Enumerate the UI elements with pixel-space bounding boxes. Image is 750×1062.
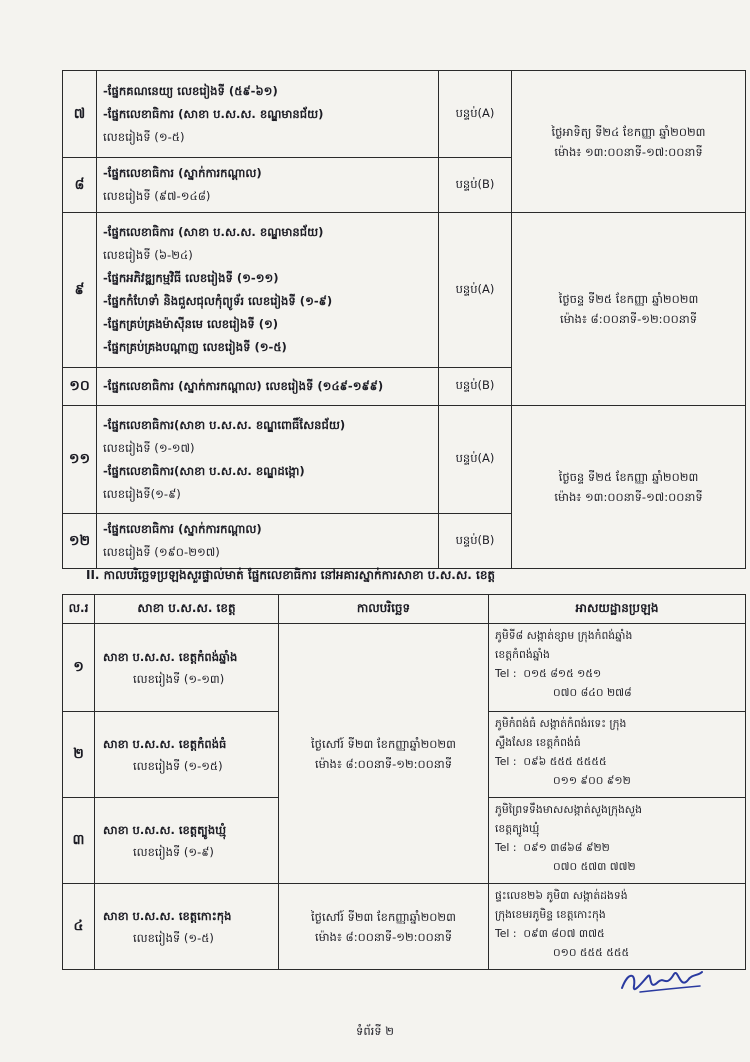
table-row — [63, 71, 746, 158]
date-cell — [512, 71, 746, 213]
phone-line — [495, 752, 739, 771]
date-day: ថ្ងៃចន្ទ ទី២៥ ខែកញ្ញា ឆ្នាំ២០២៣ — [558, 470, 699, 484]
column-header: អាសយដ្ឋានប្រឡង — [489, 595, 746, 624]
table-row — [63, 406, 746, 514]
address-line: ភូមិកំពង់ធំ សង្កាត់កំពង់រទេះ ក្រុង — [495, 717, 627, 730]
desc-line: លេខរៀងទី (១-៥) — [103, 129, 185, 144]
room-cell: បន្ទប់(A) — [439, 213, 512, 368]
row-number: ៣ — [63, 798, 95, 884]
room-cell: បន្ទប់(B) — [439, 368, 512, 406]
desc-line: -ផ្នែកលេខាធិការ (ស្នាក់ការកណ្តាល) — [103, 166, 262, 180]
branch-name: សាខា ប.ស.ស. ខេត្តកោះកុង — [103, 908, 232, 923]
row-number: ១១ — [63, 406, 97, 514]
address-cell — [489, 624, 746, 712]
address-line: ក្រុងខេមរភូមិន្ទ ខេត្តកោះកុង — [495, 908, 606, 921]
row-number: ៨ — [63, 158, 97, 213]
date-cell — [512, 406, 746, 569]
phone-number: ០៧០ ៥៧៣ ៧៧២ — [553, 860, 636, 873]
desc-line: -ផ្នែកលេខាធិការ(សាខា ប.ស.ស. ខណ្ឌពោធិ៍សែនជ័យ) — [103, 417, 346, 432]
page-number: ទំព័រទី ២ — [356, 1024, 394, 1038]
row-number: ៩ — [63, 213, 97, 368]
tel-label: Tel : — [495, 755, 517, 768]
branch-cell — [95, 798, 279, 884]
date-day: ថ្ងៃសៅរ៍ ទី២៣ ខែកញ្ញាឆ្នាំ២០២៣ — [311, 909, 456, 924]
desc-line: -ផ្នែកគ្រប់គ្រងបណ្តាញ លេខរៀងទី (១-៥) — [103, 340, 287, 354]
tel-label: Tel : — [495, 841, 517, 854]
row-number: ១០ — [63, 368, 97, 406]
phone-line — [495, 838, 739, 857]
row-description — [97, 514, 439, 569]
column-header: ល.រ — [63, 595, 95, 624]
section-2-title: II. កាលបរិច្ឆេទប្រឡងសួរផ្ទាល់មាត់ ផ្នែកលេខាធិការ នៅអគារស្នាក់ការសាខា ប.ស.ស. ខេត្ត — [86, 568, 496, 582]
table-row — [63, 213, 746, 368]
desc-line: លេខរៀងទី (១៩០-២១៧) — [103, 545, 220, 559]
signature — [618, 962, 706, 1002]
phone-number: ០១០ ៥៥៥ ៥៥៥ — [553, 946, 630, 959]
schedule-table-1 — [62, 70, 746, 569]
branch-cell — [95, 624, 279, 712]
desc-line: -ផ្នែកលេខាធិការ(សាខា ប.ស.ស. ខណ្ឌដង្កោ) — [103, 463, 305, 478]
date-cell — [279, 624, 489, 884]
room-cell: បន្ទប់(B) — [439, 514, 512, 569]
row-number: ១២ — [63, 514, 97, 569]
branch-name: សាខា ប.ស.ស. ខេត្តកំពង់ឆ្នាំង — [103, 649, 238, 664]
date-time: ម៉ោង៖ ១៣:០០នាទី-១៧:០០នាទី — [554, 490, 703, 504]
row-description — [97, 368, 439, 406]
phone-line — [495, 924, 739, 943]
row-number: ២ — [63, 712, 95, 798]
address-line: ខេត្តកំពង់ឆ្នាំង — [495, 648, 550, 661]
row-description — [97, 213, 439, 368]
address-line: ផ្ទះលេខ២៦ ភូមិ៣ សង្កាត់ដងទង់ — [495, 889, 628, 902]
room-cell: បន្ទប់(B) — [439, 158, 512, 213]
table-header-row — [63, 595, 746, 624]
branch-name: សាខា ប.ស.ស. ខេត្តកំពង់ធំ — [103, 736, 227, 751]
date-day: ថ្ងៃចន្ទ ទី២៥ ខែកញ្ញា ឆ្នាំ២០២៣ — [558, 292, 699, 306]
address-cell — [489, 798, 746, 884]
tel-label: Tel : — [495, 667, 517, 680]
desc-line: -ផ្នែកគ្រប់គ្រងម៉ាស៊ីនមេ លេខរៀងទី (១) — [103, 317, 279, 331]
room-cell: បន្ទប់(A) — [439, 71, 512, 158]
branch-cell — [95, 884, 279, 970]
desc-line: លេខរៀងទី (៦-២៤) — [103, 248, 193, 262]
address-line: ភូមិព្រៃទទឹងមាសសង្កាត់សួងក្រុងសួង — [495, 803, 642, 816]
row-number: ៧ — [63, 71, 97, 158]
schedule-table-2 — [62, 594, 746, 970]
address-cell — [489, 884, 746, 970]
row-description — [97, 158, 439, 213]
column-header: សាខា ប.ស.ស. ខេត្ត — [95, 595, 279, 624]
desc-line: -ផ្នែកលេខាធិការ (សាខា ប.ស.ស. ខណ្ឌមានជ័យ) — [103, 225, 324, 239]
phone-number: ០៧០ ៨៤០ ២៧៨ — [553, 686, 632, 699]
table-row — [63, 884, 746, 970]
desc-line: លេខរៀងទី(១-៩) — [103, 486, 181, 501]
desc-line: លេខរៀងទី (៩៧-១៤៨) — [103, 189, 211, 203]
desc-line: -ផ្នែកអភិវឌ្ឍកម្មវិធី លេខរៀងទី (១-១១) — [103, 271, 279, 285]
phone-number: ០៩១ ៣៨៦៨ ៩២២ — [523, 841, 610, 854]
date-time: ម៉ោង៖ ៨:០០នាទី-១២:០០នាទី — [314, 929, 453, 944]
room-cell: បន្ទប់(A) — [439, 406, 512, 514]
branch-cell — [95, 712, 279, 798]
row-description — [97, 71, 439, 158]
phone-line — [495, 664, 739, 683]
branch-seq: លេខរៀងទី (១-៥) — [133, 930, 214, 945]
desc-line: -ផ្នែកគណនេយ្យ លេខរៀងទី (៥៩-៦១) — [103, 83, 278, 98]
desc-line: -ផ្នែកកំហែទាំ និងជួសជុលកុំព្យូទ័រ លេខរៀងទី (១-៩) — [103, 294, 333, 308]
date-time: ម៉ោង៖ ៨:០០នាទី-១២:០០នាទី — [559, 312, 698, 326]
desc-line: -ផ្នែកលេខាធិការ (ស្នាក់ការកណ្តាល) — [103, 522, 262, 536]
branch-seq: លេខរៀងទី (១-១៣) — [133, 671, 225, 686]
row-number: ១ — [63, 624, 95, 712]
tel-label: Tel : — [495, 927, 517, 940]
date-time: ម៉ោង៖ ១៣:០០នាទី-១៧:០០នាទី — [554, 144, 703, 159]
desc-line: -ផ្នែកលេខាធិការ (ស្នាក់ការកណ្តាល) លេខរៀងទី (១៤៩-១៩៩) — [103, 379, 384, 393]
column-header: កាលបរិច្ឆេទ — [279, 595, 489, 624]
phone-number: ០១១ ៩០០ ៩១២ — [553, 774, 631, 787]
row-description — [97, 406, 439, 514]
address-cell — [489, 712, 746, 798]
address-line: ភូមិទី៨ សង្កាត់ខ្សាម ក្រុងកំពង់ឆ្នាំង — [495, 629, 633, 642]
date-day: ថ្ងៃសៅរ៍ ទី២៣ ខែកញ្ញាឆ្នាំ២០២៣ — [311, 736, 456, 751]
row-number: ៤ — [63, 884, 95, 970]
desc-line: លេខរៀងទី (១-១៧) — [103, 440, 195, 455]
branch-name: សាខា ប.ស.ស. ខេត្តត្បូងឃ្មុំ — [103, 822, 227, 837]
desc-line: -ផ្នែកលេខាធិការ (សាខា ប.ស.ស. ខណ្ឌមានជ័យ) — [103, 106, 324, 121]
phone-number: ០១៥ ៨១៥ ១៥១ — [523, 667, 602, 680]
address-line: ស្ទឹងសែន ខេត្តកំពង់ធំ — [495, 736, 581, 749]
date-cell — [512, 213, 746, 406]
phone-number: ០៩៣ ៨០៧ ៣៧៥ — [523, 927, 605, 940]
phone-number: ០៩៦ ៥៥៥ ៥៥៥៥ — [523, 755, 607, 768]
table-row — [63, 624, 746, 712]
date-cell — [279, 884, 489, 970]
branch-seq: លេខរៀងទី (១-៩) — [133, 844, 214, 859]
address-line: ខេត្តត្បូងឃ្មុំ — [495, 822, 540, 835]
branch-seq: លេខរៀងទី (១-១៥) — [133, 758, 223, 773]
date-time: ម៉ោង៖ ៨:០០នាទី-១២:០០នាទី — [314, 756, 453, 771]
date-day: ថ្ងៃអាទិត្យ ទី២៤ ខែកញ្ញា ឆ្នាំ២០២៣ — [551, 124, 706, 139]
